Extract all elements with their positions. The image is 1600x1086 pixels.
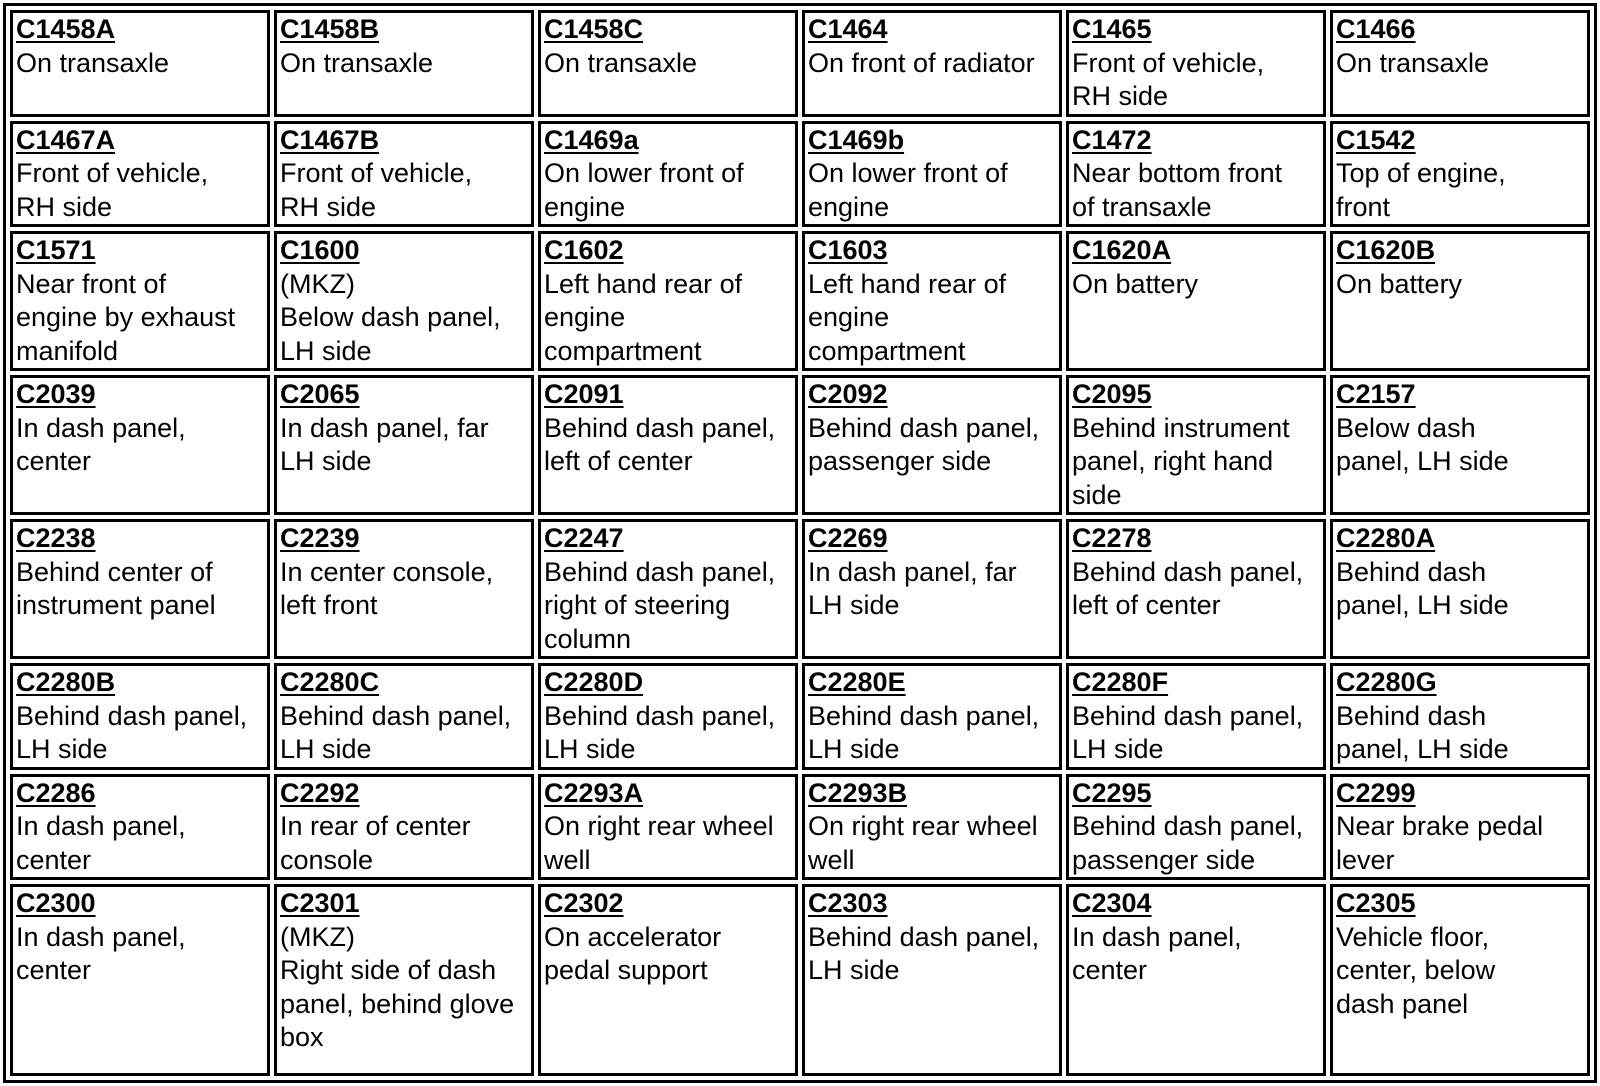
connector-location: Vehicle floor, center, below dash panel (1336, 921, 1496, 1019)
connector-cell (274, 121, 534, 228)
connector-location: In dash panel, far LH side (808, 556, 1017, 620)
connector-cell (538, 884, 798, 1076)
connector-code[interactable]: C2247 (544, 523, 624, 553)
connector-code[interactable]: C2280G (1336, 667, 1437, 697)
connector-location: Front of vehicle, RH side (1072, 47, 1265, 111)
connector-cell (1330, 231, 1590, 371)
connector-code[interactable]: C1571 (16, 235, 96, 265)
connector-cell (802, 519, 1062, 659)
connector-code[interactable]: C2280E (808, 667, 906, 697)
connector-code[interactable]: C2091 (544, 379, 624, 409)
connector-code[interactable]: C2039 (16, 379, 96, 409)
connector-code[interactable]: C2302 (544, 888, 624, 918)
connector-location: Behind center of instrument panel (16, 556, 216, 620)
connector-location: On accelerator pedal support (544, 921, 722, 985)
connector-location: In rear of center console (280, 811, 471, 875)
connector-code[interactable]: C1467B (280, 124, 380, 155)
connector-code[interactable]: C2300 (16, 888, 96, 918)
connector-location: On transaxle (1336, 47, 1490, 78)
connector-location: Behind dash panel, LH side (1336, 556, 1509, 620)
connector-cell (274, 663, 534, 770)
connector-code[interactable]: C1469b (808, 124, 905, 155)
connector-location-table (3, 3, 1597, 1083)
connector-location: Top of engine, front (1336, 158, 1506, 222)
connector-location: Behind dash panel, LH side (1336, 700, 1509, 764)
connector-location: Behind dash panel, LH side (1072, 700, 1304, 764)
connector-location: (MKZ) Below dash panel, LH side (280, 268, 501, 366)
connector-location: Behind instrument panel, right hand side (1072, 412, 1290, 510)
connector-code[interactable]: C2305 (1336, 888, 1416, 918)
connector-cell (10, 10, 270, 117)
connector-cell (274, 375, 534, 515)
connector-code[interactable]: C2065 (280, 379, 360, 409)
connector-code[interactable]: C2280C (280, 667, 380, 697)
connector-code[interactable]: C1542 (1336, 124, 1416, 155)
connector-location: On battery (1072, 268, 1199, 299)
connector-code[interactable]: C2304 (1072, 888, 1152, 918)
connector-code[interactable]: C2280F (1072, 667, 1169, 697)
connector-location: Left hand rear of engine compartment (544, 268, 743, 366)
connector-cell (274, 10, 534, 117)
connector-cell (10, 663, 270, 770)
connector-cell (274, 884, 534, 1076)
connector-code[interactable]: C2301 (280, 888, 360, 918)
connector-code[interactable]: C2303 (808, 888, 888, 918)
connector-location: On lower front of engine (544, 158, 744, 222)
connector-code[interactable]: C1467A (16, 124, 116, 155)
table-row (10, 231, 1590, 371)
connector-cell (1066, 519, 1326, 659)
connector-cell (10, 375, 270, 515)
connector-cell (1330, 10, 1590, 117)
connector-code[interactable]: C1464 (808, 14, 888, 44)
connector-location: Near front of engine by exhaust manifold (16, 268, 236, 366)
connector-location: Near brake pedal lever (1336, 811, 1544, 875)
connector-code[interactable]: C1469a (544, 124, 639, 155)
connector-location: Front of vehicle, RH side (280, 158, 473, 222)
connector-code[interactable]: C2280A (1336, 523, 1436, 553)
connector-code[interactable]: C2280B (16, 667, 116, 697)
connector-cell (1066, 121, 1326, 228)
connector-code[interactable]: C1472 (1072, 124, 1152, 155)
connector-cell (538, 663, 798, 770)
connector-cell (1066, 884, 1326, 1076)
connector-cell (538, 121, 798, 228)
connector-location: Behind dash panel, left of center (544, 412, 776, 476)
connector-code[interactable]: C1465 (1072, 14, 1152, 44)
connector-cell (802, 10, 1062, 117)
connector-code[interactable]: C1466 (1336, 14, 1416, 44)
connector-cell (538, 10, 798, 117)
connector-location: Behind dash panel, passenger side (808, 412, 1040, 476)
connector-code[interactable]: C1458B (280, 14, 380, 44)
connector-location: Behind dash panel, LH side (16, 700, 248, 764)
connector-code[interactable]: C1620A (1072, 235, 1172, 265)
connector-location: On right rear wheel well (808, 811, 1038, 875)
connector-location: Behind dash panel, passenger side (1072, 811, 1304, 875)
connector-code[interactable]: C2292 (280, 777, 360, 808)
connector-location: Below dash panel, LH side (1336, 412, 1509, 476)
connector-cell (10, 231, 270, 371)
connector-location: (MKZ) Right side of dash panel, behind glove box (280, 921, 515, 1052)
connector-cell (538, 231, 798, 371)
connector-cell (1066, 375, 1326, 515)
connector-cell (802, 663, 1062, 770)
connector-cell (538, 375, 798, 515)
connector-location: On lower front of engine (808, 158, 1008, 222)
connector-cell (802, 231, 1062, 371)
connector-cell (10, 519, 270, 659)
connector-cell (802, 884, 1062, 1076)
connector-location: Behind dash panel, LH side (808, 700, 1040, 764)
connector-cell (1330, 774, 1590, 881)
connector-location: Behind dash panel, right of steering column (544, 556, 776, 654)
connector-code[interactable]: C1458A (16, 14, 116, 44)
connector-code[interactable]: C2299 (1336, 777, 1416, 808)
connector-cell (1330, 375, 1590, 515)
table-row (10, 519, 1590, 659)
connector-code[interactable]: C1600 (280, 235, 360, 265)
connector-location: In dash panel, center (1072, 921, 1242, 985)
connector-cell (538, 519, 798, 659)
connector-cell (1066, 10, 1326, 117)
connector-location: On battery (1336, 268, 1463, 299)
connector-code[interactable]: C1602 (544, 235, 624, 265)
connector-cell (274, 519, 534, 659)
connector-cell (1066, 774, 1326, 881)
connector-code[interactable]: C2239 (280, 523, 360, 553)
table-row (10, 375, 1590, 515)
connector-cell (1330, 519, 1590, 659)
connector-location: Behind dash panel, left of center (1072, 556, 1304, 620)
connector-cell (1066, 231, 1326, 371)
connector-location: Left hand rear of engine compartment (808, 268, 1007, 366)
connector-code[interactable]: C2238 (16, 523, 96, 553)
connector-location: Front of vehicle, RH side (16, 158, 209, 222)
connector-cell (1066, 663, 1326, 770)
connector-location: In dash panel, center (16, 921, 186, 985)
table-row (10, 10, 1590, 117)
connector-code[interactable]: C1603 (808, 235, 888, 265)
connector-cell (802, 375, 1062, 515)
connector-code[interactable]: C2280D (544, 667, 644, 697)
connector-code[interactable]: C2295 (1072, 777, 1152, 808)
connector-location: On front of radiator (808, 47, 1035, 78)
table-row (10, 121, 1590, 228)
connector-location: In dash panel, far LH side (280, 412, 489, 476)
connector-location: Behind dash panel, LH side (544, 700, 776, 764)
connector-location: On transaxle (280, 47, 434, 78)
connector-cell (274, 774, 534, 881)
connector-code[interactable]: C2157 (1336, 379, 1416, 409)
connector-cell (1330, 121, 1590, 228)
connector-code[interactable]: C2092 (808, 379, 888, 409)
connector-code[interactable]: C2286 (16, 777, 96, 808)
connector-cell (1330, 884, 1590, 1076)
connector-cell (10, 121, 270, 228)
connector-table-body (10, 10, 1590, 1076)
connector-location: On right rear wheel well (544, 811, 774, 875)
connector-code[interactable]: C2269 (808, 523, 888, 553)
table-row (10, 884, 1590, 1076)
connector-location: Near bottom front of transaxle (1072, 158, 1283, 222)
connector-location: Behind dash panel, LH side (808, 921, 1040, 985)
connector-location: In dash panel, center (16, 412, 186, 476)
connector-code[interactable]: C1458C (544, 14, 644, 44)
connector-code[interactable]: C2278 (1072, 523, 1152, 553)
connector-code[interactable]: C2095 (1072, 379, 1152, 409)
connector-cell (274, 231, 534, 371)
table-row (10, 663, 1590, 770)
connector-cell (802, 121, 1062, 228)
connector-location: In center console, left front (280, 556, 494, 620)
connector-cell (802, 774, 1062, 881)
connector-code[interactable]: C2293B (808, 777, 908, 808)
connector-cell (538, 774, 798, 881)
connector-location: On transaxle (544, 47, 698, 78)
connector-code[interactable]: C1620B (1336, 235, 1436, 265)
connector-location: In dash panel, center (16, 811, 186, 875)
connector-cell (10, 774, 270, 881)
connector-cell (10, 884, 270, 1076)
connector-cell (1330, 663, 1590, 770)
connector-location: On transaxle (16, 47, 170, 78)
table-row (10, 774, 1590, 881)
connector-code[interactable]: C2293A (544, 777, 644, 808)
connector-location: Behind dash panel, LH side (280, 700, 512, 764)
